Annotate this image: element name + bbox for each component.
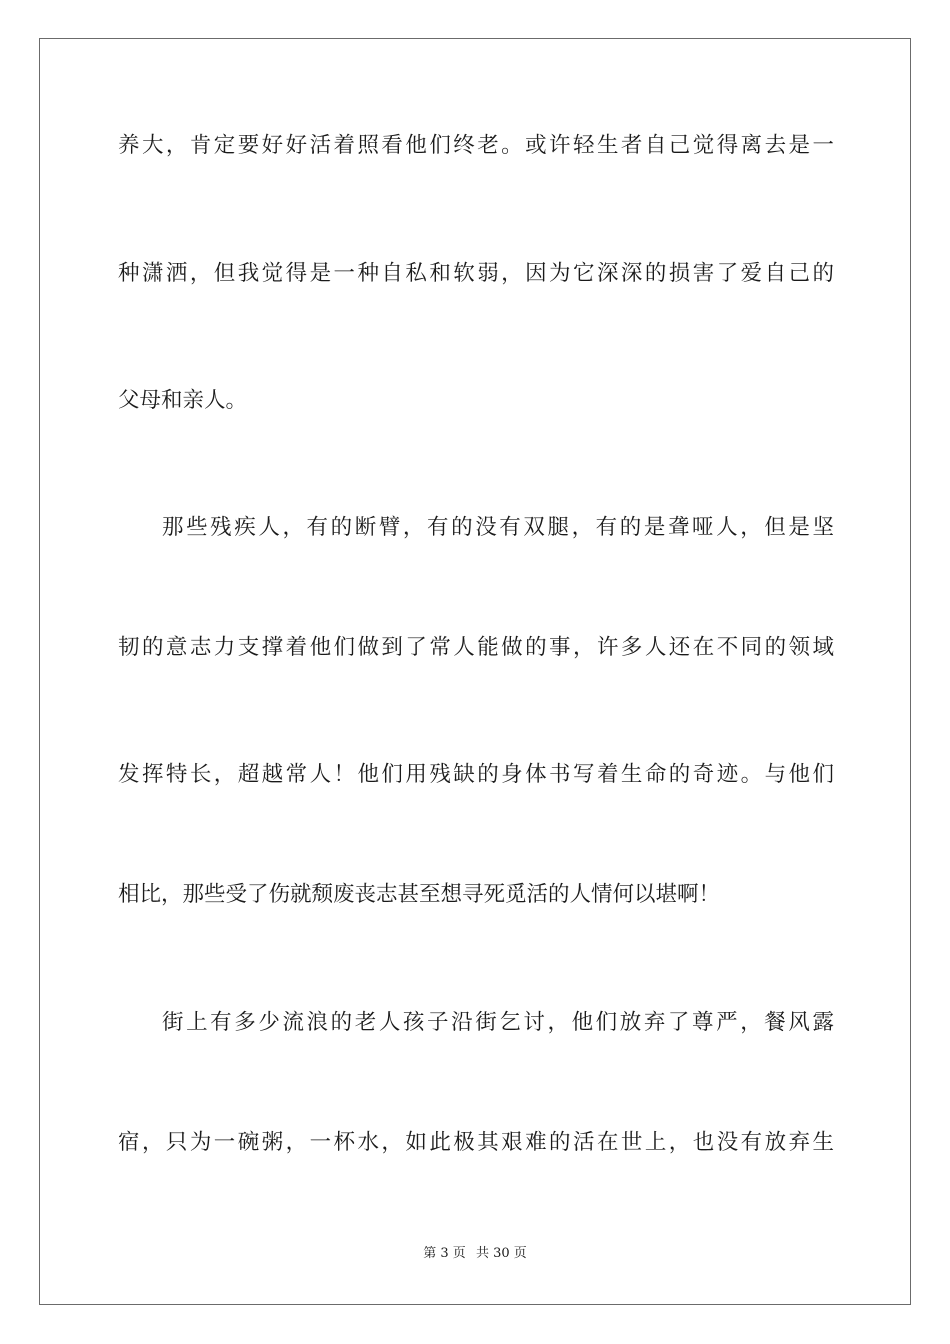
page-frame	[39, 38, 911, 1305]
text-line-9: 宿，只为一碗粥，一杯水，如此极其艰难的活在世上，也没有放弃生	[118, 1130, 834, 1155]
text-line-8: 街上有多少流浪的老人孩子沿街乞讨，他们放弃了尊严，餐风露	[162, 1010, 834, 1035]
text-line-4: 那些残疾人，有的断臂，有的没有双腿，有的是聋哑人，但是坚	[162, 515, 834, 540]
text-line-7: 相比，那些受了伤就颓废丧志甚至想寻死觅活的人情何以堪啊！	[118, 882, 721, 907]
text-line-5: 韧的意志力支撑着他们做到了常人能做的事，许多人还在不同的领域	[118, 635, 834, 660]
total-pages: 共 30 页	[475, 1246, 527, 1261]
text-line-2: 种潇洒，但我觉得是一种自私和软弱，因为它深深的损害了爱自己的	[118, 261, 834, 286]
page-number: 第 3 页	[423, 1246, 466, 1261]
text-line-6: 发挥特长，超越常人！他们用残缺的身体书写着生命的奇迹。与他们	[118, 762, 834, 787]
page-footer	[0, 1245, 950, 1263]
text-line-1: 养大，肯定要好好活着照看他们终老。或许轻生者自己觉得离去是一	[118, 133, 834, 158]
text-line-3: 父母和亲人。	[118, 388, 248, 413]
